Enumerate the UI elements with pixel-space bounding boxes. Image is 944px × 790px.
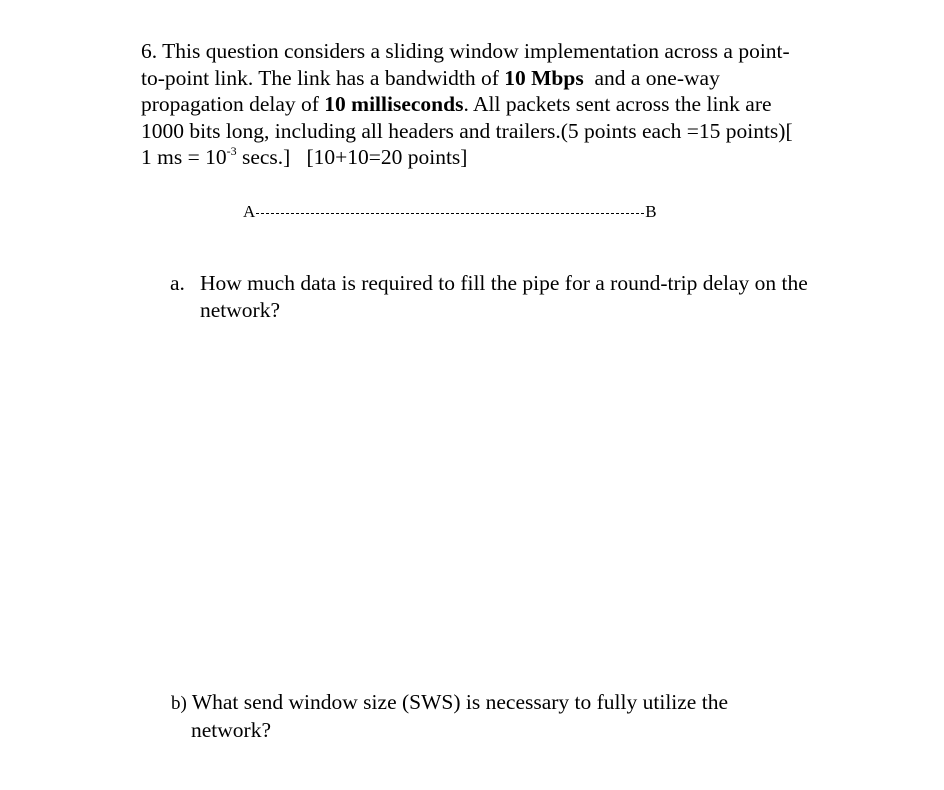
- node-b-label: B: [645, 202, 657, 221]
- line-2-tail: and a one-way: [583, 65, 720, 90]
- line-5-tail: secs.] [10+10=20 points]: [236, 145, 468, 169]
- line-3-tail: . All packets sent across the link are: [463, 92, 772, 116]
- part-a-question: [170, 270, 808, 324]
- bandwidth-value: 10 Mbps: [504, 65, 584, 90]
- question-line-3: [141, 91, 901, 118]
- part-b-question: [171, 689, 728, 744]
- question-line-4: 1000 bits long, including all headers and trailers.(5 points each =15 points)[: [141, 118, 793, 143]
- question-stem: [141, 38, 901, 171]
- part-b-line-1: What send window size (SWS) is necessary to fully utilize the: [186, 690, 728, 714]
- line-2-text: to-point link. The link has a bandwidth of: [141, 65, 505, 90]
- question-line-5: [141, 144, 901, 171]
- part-a-line-1: How much data is required to fill the pipe for a round-trip delay on the: [200, 271, 808, 295]
- part-a-marker: a.: [170, 271, 185, 295]
- link-dashed-line: [256, 213, 644, 214]
- delay-value: 10 milliseconds: [324, 92, 464, 116]
- node-a-label: A: [243, 202, 256, 221]
- part-b-marker: b): [171, 693, 187, 714]
- part-b-line-2: network?: [191, 718, 271, 742]
- question-line-1: 6. This question considers a sliding window implementation across a point-: [141, 39, 790, 63]
- line-5-text: 1 ms = 10: [141, 145, 227, 169]
- part-a-line-2: network?: [200, 298, 280, 322]
- exponent: -3: [226, 143, 237, 158]
- link-diagram: [243, 202, 657, 222]
- question-line-2: [141, 65, 901, 92]
- line-3-text: propagation delay of: [141, 92, 325, 116]
